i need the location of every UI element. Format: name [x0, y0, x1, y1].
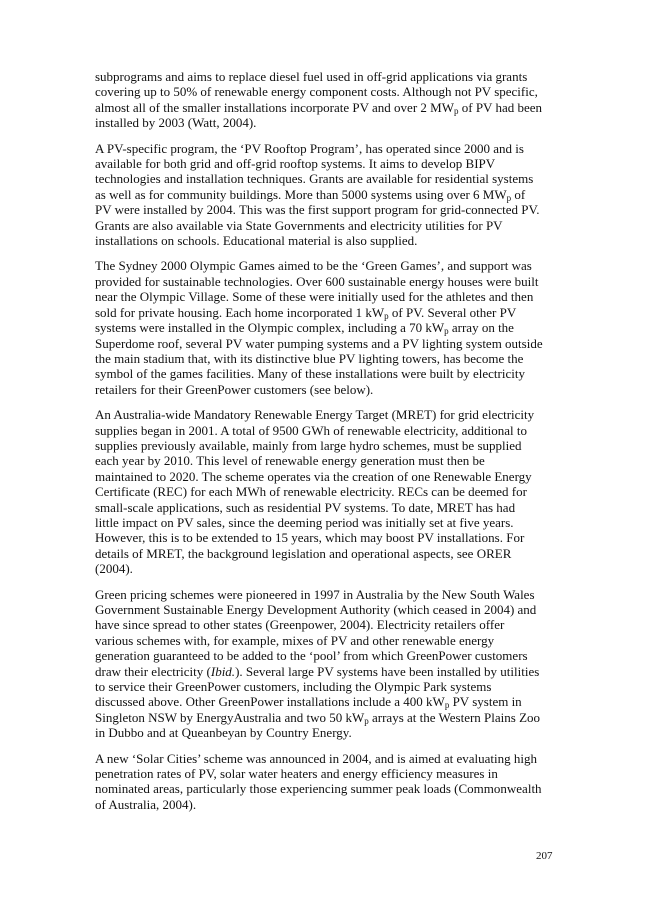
text-line: installed by 2003 (Watt, 2004).	[95, 115, 257, 131]
text-line: covering up to 50% of renewable energy component costs. Although not PV specific,	[95, 84, 538, 100]
text-line: subprograms and aims to replace diesel fuel used in off-grid applications via grants	[95, 69, 528, 84]
text-line: have since spread to other states (Greenpower, 2004). Electricity retailers offer	[95, 617, 505, 633]
text-line: supplies began in 2001. A total of 9500 GWh of renewable electricity, additional to	[95, 422, 528, 438]
text-line: However, this is to be extended to 15 years, which may boost PV installations. For	[95, 530, 525, 546]
text-line: in Dubbo and at Queanbeyan by Country Energy.	[95, 725, 352, 741]
text-line: Certificate (REC) for each MWh of renewable electricity. RECs can be deemed for	[95, 484, 527, 500]
text-line: nominated areas, particularly those experiencing summer peak loads (Commonwealth	[95, 781, 542, 797]
paragraph-sydney-olympics	[95, 258, 567, 397]
text-line: little impact on PV sales, since the deeming period was initially set at five years.	[95, 514, 514, 530]
text-line: of Australia, 2004).	[95, 796, 197, 812]
text-line: systems were installed in the Olympic complex, including a 70 $kW_p$ array on the	[95, 320, 514, 337]
text-line: details of MRET, the background legislation and operational aspects, see ORER	[95, 545, 512, 561]
text-line: retailers for their GreenPower customers (see below).	[95, 381, 374, 397]
text-line: provided for sustainable technologies. Over 600 sustainable energy houses were built	[95, 273, 539, 289]
text-line: discussed above. Other GreenPower installations include a 400 $kW_p$ PV system in	[95, 694, 522, 711]
text-line: the main stadium that, with its distinctive blue PV lighting towers, has become the	[95, 350, 524, 366]
text-line: installations on schools. Educational material is also supplied.	[95, 233, 418, 249]
paragraph-remote-area-program	[95, 69, 567, 131]
text-line: various schemes with, for example, mixes of PV and other renewable energy	[95, 632, 495, 648]
text-line: A PV-specific program, the ‘PV Rooftop Program’, has operated since 2000 and is	[95, 140, 524, 156]
text-line: An Australia-wide Mandatory Renewable Energy Target (MRET) for grid electricity	[95, 407, 535, 423]
text-line: The Sydney 2000 Olympic Games aimed to be the ‘Green Games’, and support was	[95, 258, 532, 274]
text-line: technologies and installation techniques. Grants are available for residential systems	[95, 171, 534, 187]
text-line: near the Olympic Village. Some of these were initially used for the athletes and then	[95, 289, 534, 305]
text-line: available for both grid and off-grid rooftop systems. It aims to develop BIPV	[95, 156, 496, 172]
text-line: as well as for community buildings. More than 5000 systems using over 6 $MW_p$ of	[95, 186, 526, 203]
text-line: PV were installed by 2004. This was the first support program for grid-connected PV.	[95, 202, 540, 218]
text-line: A new ‘Solar Cities’ scheme was announced in 2004, and is aimed at evaluating high	[95, 750, 538, 766]
text-line: maintained to 2020. The scheme operates via the creation of one Renewable Energy	[95, 468, 532, 484]
text-line: (2004).	[95, 561, 133, 577]
paragraph-green-pricing	[95, 587, 567, 741]
text-line: Government Sustainable Energy Development Authority (which ceased in 2004) and	[95, 602, 537, 617]
page-number: 207	[536, 850, 553, 862]
paragraph-pv-rooftop-program	[95, 141, 567, 249]
text-line: draw their electricity (Ibid.). Several large PV systems have been installed by utilities	[95, 663, 540, 679]
text-line: Grants are also available via State Governments and electricity utilities for PV	[95, 217, 503, 233]
text-line: generation guaranteed to be added to the ‘pool’ from which GreenPower customers	[95, 648, 528, 664]
paragraph-mret	[95, 407, 567, 576]
text-line: symbol of the games facilities. Many of these installations were built by electricity	[95, 366, 525, 382]
document-body	[95, 69, 567, 822]
paragraph-solar-cities	[95, 751, 567, 813]
text-line: penetration rates of PV, solar water heaters and energy efficiency measures in	[95, 766, 498, 782]
text-line: supplies previously available, mainly from large hydro schemes, must be supplied	[95, 437, 522, 453]
text-line: Green pricing schemes were pioneered in 1997 in Australia by the New South Wales	[95, 586, 535, 602]
text-line: almost all of the smaller installations incorporate PV and over 2 $MW_p$ of PV had been	[95, 99, 543, 116]
text-line: small-scale applications, such as residential PV systems. To date, MRET has had	[95, 499, 516, 515]
text-line: Superdome roof, several PV water pumping systems and a PV lighting system outside	[95, 335, 543, 351]
text-line: sold for private housing. Each home incorporated 1 $kW_p$ of PV. Several other PV	[95, 304, 517, 321]
text-line: Singleton NSW by EnergyAustralia and two 50 $kW_p$ arrays at the Western Plains Zoo	[95, 709, 541, 726]
text-line: each year by 2010. This level of renewable energy generation must then be	[95, 453, 485, 469]
text-line: to service their GreenPower customers, including the Olympic Park systems	[95, 679, 492, 695]
